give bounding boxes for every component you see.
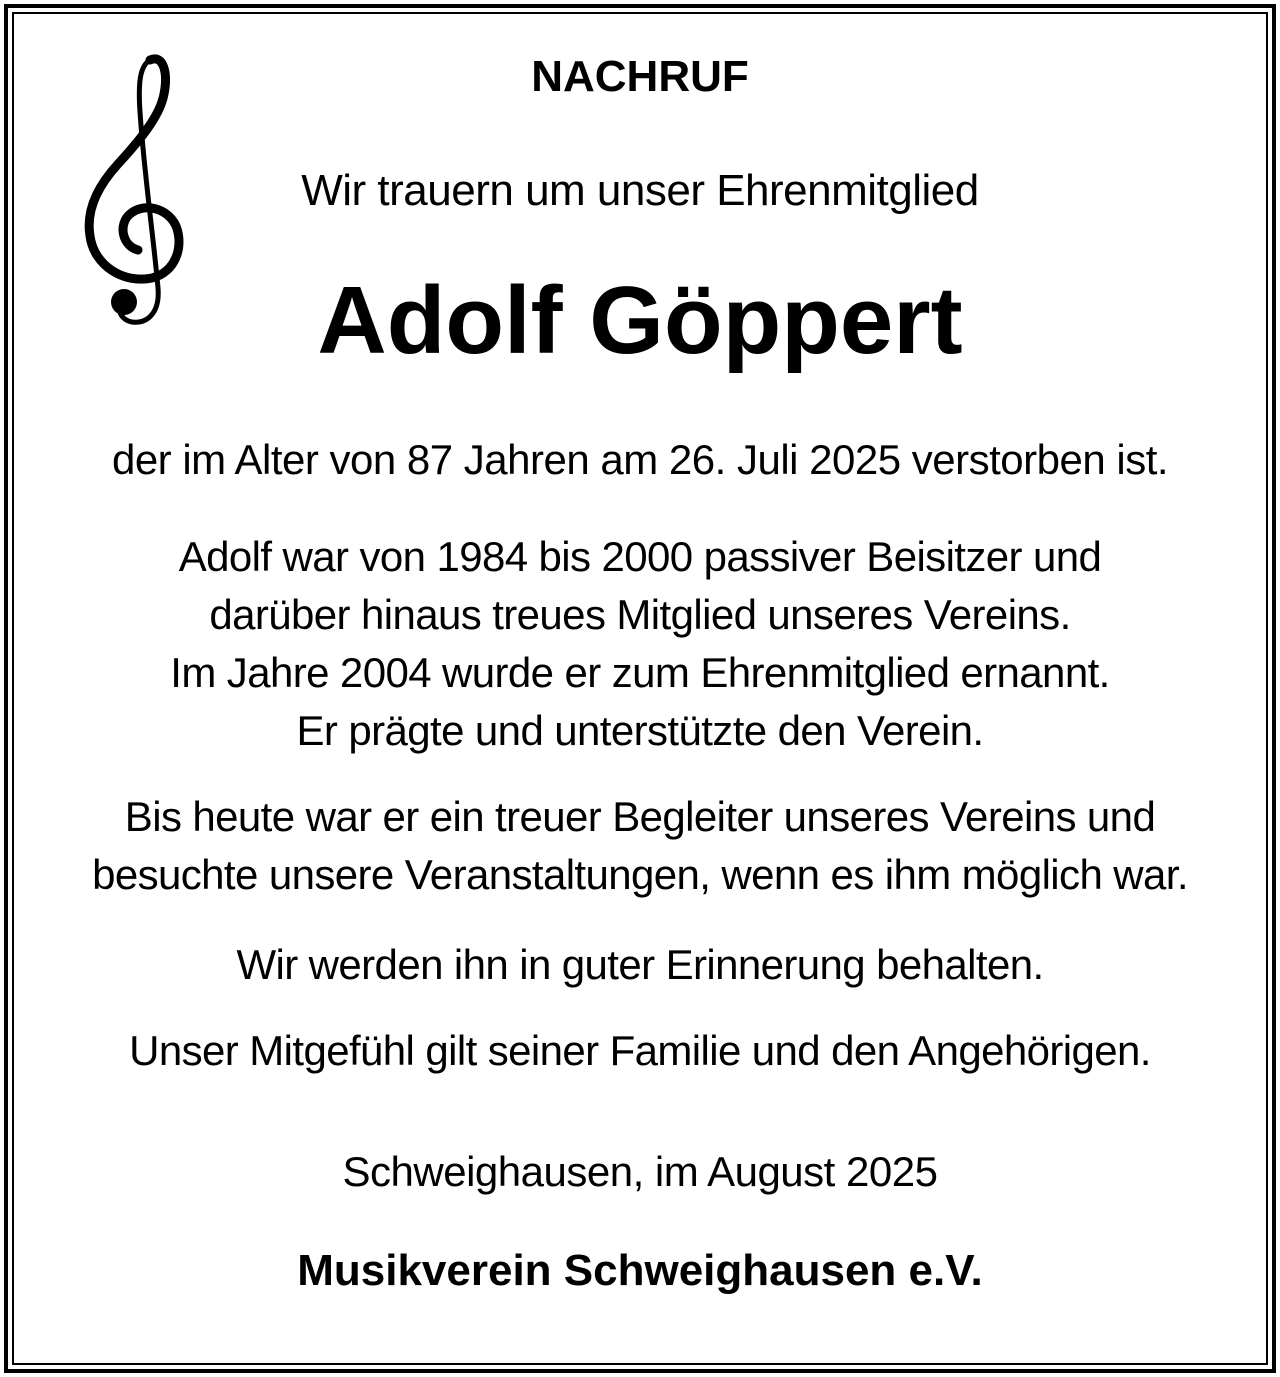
paragraph-condolence xyxy=(0,1022,1280,1080)
paragraph-line: Unser Mitgefühl gilt seiner Familie und den Angehörigen. xyxy=(129,1027,1151,1074)
paragraph-companion xyxy=(0,788,1280,904)
notice-heading: NACHRUF xyxy=(531,52,749,101)
paragraph-tenure xyxy=(0,528,1280,760)
intro-text: Wir trauern um unser Ehrenmitglied xyxy=(301,166,979,215)
paragraph-line: Bis heute war er ein treuer Begleiter unseres Vereins und xyxy=(124,793,1156,840)
place-date: Schweighausen, im August 2025 xyxy=(342,1148,938,1195)
signature-club: Musikverein Schweighausen e.V. xyxy=(297,1246,983,1295)
paragraph-memory xyxy=(0,936,1280,994)
deceased-name: Adolf Göppert xyxy=(317,267,963,374)
paragraph-line: Er prägte und unterstützte den Verein. xyxy=(296,707,984,754)
death-statement: der im Alter von 87 Jahren am 26. Juli 2025 verstorben ist. xyxy=(111,436,1169,483)
paragraph-line: darüber hinaus treues Mitglied unseres Vereins. xyxy=(209,591,1071,638)
paragraph-line: besuchte unsere Veranstaltungen, wenn es ihm möglich war. xyxy=(92,851,1188,898)
paragraph-line: Adolf war von 1984 bis 2000 passiver Beisitzer und xyxy=(178,533,1102,580)
paragraph-line: Im Jahre 2004 wurde er zum Ehrenmitglied ernannt. xyxy=(170,649,1110,696)
paragraph-line: Wir werden ihn in guter Erinnerung behalten. xyxy=(236,941,1044,988)
